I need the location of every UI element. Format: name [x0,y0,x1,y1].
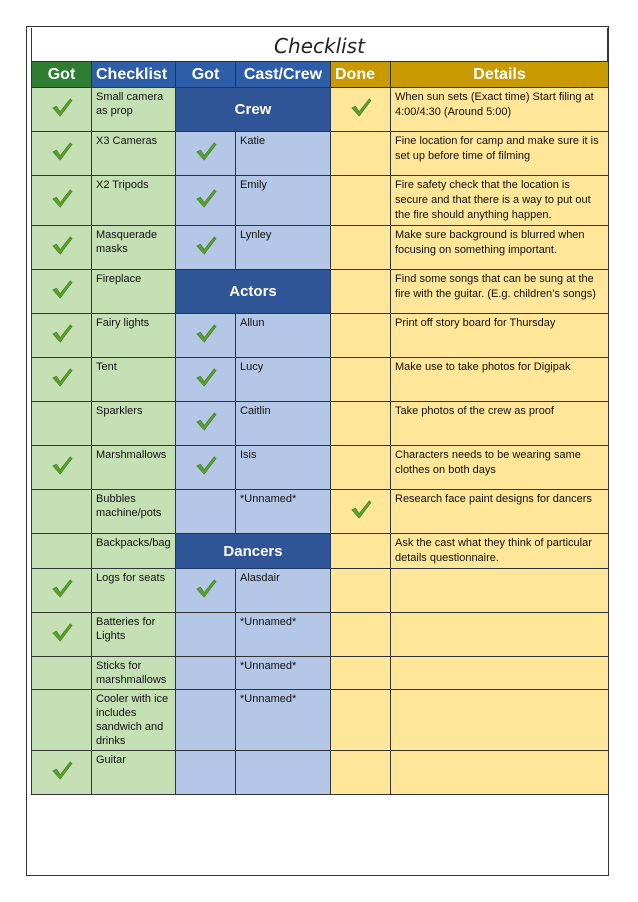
cast-got-cell [176,176,236,226]
checkmark-icon [51,577,73,599]
details-text: Make use to take photos for Digipak [391,358,609,402]
table-row [32,270,609,314]
got-cell [32,270,92,314]
cast-got-cell [176,226,236,270]
checkmark-icon [195,577,217,599]
header-checklist: Checklist [92,62,176,88]
checklist-item: Fireplace [92,270,176,314]
cast-name: *Unnamed* [236,490,331,534]
table-row [32,534,609,569]
got-cell [32,132,92,176]
checkmark-icon [195,322,217,344]
done-cell [331,751,391,795]
cast-group-header: Dancers [176,534,331,569]
cast-group-header: Actors [176,270,331,314]
got-cell [32,569,92,613]
table-row [32,88,609,132]
cast-name: Allun [236,314,331,358]
done-cell [331,226,391,270]
table-row [32,226,609,270]
details-text [391,751,609,795]
details-text: Fine location for camp and make sure it is set up before time of filming [391,132,609,176]
checkmark-icon [51,322,73,344]
checkmark-icon [195,366,217,388]
cast-got-cell [176,690,236,751]
done-cell [331,270,391,314]
checkmark-icon [51,621,73,643]
checkmark-icon [350,498,372,520]
table-row [32,314,609,358]
cast-got-cell [176,569,236,613]
page-title: Checklist [31,28,608,61]
details-text [391,690,609,751]
checkmark-icon [51,366,73,388]
cast-got-cell [176,402,236,446]
done-cell [331,358,391,402]
checkmark-icon [195,140,217,162]
got-cell [32,88,92,132]
checklist-item: Small camera as prop [92,88,176,132]
cast-name [236,751,331,795]
cast-got-cell [176,358,236,402]
cast-name: *Unnamed* [236,657,331,690]
details-text: Fire safety check that the location is secure and that there is a way to put out the fire should anything happen. [391,176,609,226]
checkmark-icon [51,234,73,256]
table-row [32,176,609,226]
details-text: Print off story board for Thursday [391,314,609,358]
details-text: Ask the cast what they think of particular details questionnaire. [391,534,609,569]
checkmark-icon [350,96,372,118]
checkmark-icon [51,278,73,300]
table-row [32,358,609,402]
done-cell [331,569,391,613]
cast-name: Emily [236,176,331,226]
got-cell [32,226,92,270]
checklist-item: Masquerade masks [92,226,176,270]
details-text: When sun sets (Exact time) Start filing at 4:00/4:30 (Around 5:00) [391,88,609,132]
checklist-item: Sparklers [92,402,176,446]
details-text [391,569,609,613]
checklist-item: Cooler with ice includes sandwich and drinks [92,690,176,751]
checklist-item: X2 Tripods [92,176,176,226]
cast-name: *Unnamed* [236,690,331,751]
done-cell [331,657,391,690]
checklist-item: Bubbles machine/pots [92,490,176,534]
got-cell [32,490,92,534]
checklist-item: Batteries for Lights [92,613,176,657]
details-text [391,657,609,690]
cast-name: Lucy [236,358,331,402]
cast-name: Lynley [236,226,331,270]
table-row [32,657,609,690]
checkmark-icon [51,96,73,118]
done-cell [331,446,391,490]
checklist-item: Guitar [92,751,176,795]
done-cell [331,534,391,569]
got-cell [32,534,92,569]
details-text: Find some songs that can be sung at the fire with the guitar. (E.g. children’s songs) [391,270,609,314]
header-cast-crew: Cast/Crew [236,62,331,88]
table-row [32,751,609,795]
done-cell [331,314,391,358]
checkmark-icon [195,187,217,209]
details-text [391,613,609,657]
cast-group-header: Crew [176,88,331,132]
details-text: Characters needs to be wearing same clothes on both days [391,446,609,490]
table-row [32,446,609,490]
checkmark-icon [51,187,73,209]
checklist-table [31,61,609,795]
cast-name: *Unnamed* [236,613,331,657]
got-cell [32,613,92,657]
cast-name: Alasdair [236,569,331,613]
table-row [32,402,609,446]
header-details: Details [391,62,609,88]
cast-name: Isis [236,446,331,490]
done-cell [331,88,391,132]
done-cell [331,402,391,446]
checklist-item: X3 Cameras [92,132,176,176]
got-cell [32,751,92,795]
table-row [32,490,609,534]
got-cell [32,446,92,490]
checklist-item: Logs for seats [92,569,176,613]
done-cell [331,176,391,226]
cast-name: Katie [236,132,331,176]
got-cell [32,314,92,358]
checklist-item: Backpacks/bag [92,534,176,569]
header-row [32,62,609,88]
cast-got-cell [176,132,236,176]
done-cell [331,690,391,751]
cast-got-cell [176,490,236,534]
table-row [32,690,609,751]
details-text: Take photos of the crew as proof [391,402,609,446]
got-cell [32,402,92,446]
cast-got-cell [176,613,236,657]
cast-got-cell [176,314,236,358]
checklist-item: Fairy lights [92,314,176,358]
table-row [32,132,609,176]
cast-name: Caitlin [236,402,331,446]
done-cell [331,613,391,657]
checklist-item: Marshmallows [92,446,176,490]
checkmark-icon [195,234,217,256]
checkmark-icon [51,140,73,162]
got-cell [32,176,92,226]
cast-got-cell [176,657,236,690]
done-cell [331,132,391,176]
checklist-item: Sticks for marshmallows [92,657,176,690]
details-text: Research face paint designs for dancers [391,490,609,534]
cast-got-cell [176,446,236,490]
got-cell [32,690,92,751]
checkmark-icon [51,759,73,781]
cast-got-cell [176,751,236,795]
done-cell [331,490,391,534]
checkmark-icon [195,454,217,476]
header-done: Done [331,62,391,88]
table-row [32,613,609,657]
checkmark-icon [195,410,217,432]
table-row [32,569,609,613]
checkmark-icon [51,454,73,476]
got-cell [32,358,92,402]
checklist-item: Tent [92,358,176,402]
header-got: Got [32,62,92,88]
got-cell [32,657,92,690]
details-text: Make sure background is blurred when focusing on something important. [391,226,609,270]
header-got-cast: Got [176,62,236,88]
